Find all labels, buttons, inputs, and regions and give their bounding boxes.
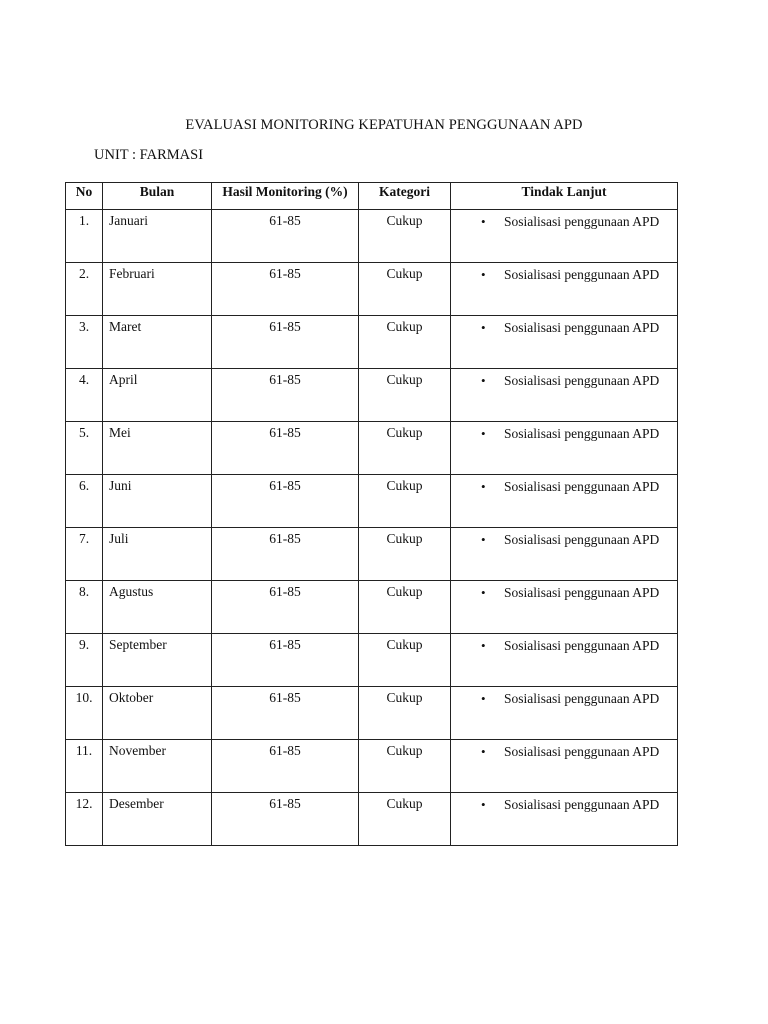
bullet-icon: • [481,267,486,282]
row-hasil-monitoring: 61-85 [212,793,359,846]
row-hasil-monitoring: 61-85 [212,210,359,263]
row-kategori: Cukup [359,316,451,369]
row-no: 10. [66,687,103,740]
row-kategori: Cukup [359,740,451,793]
row-tindak-lanjut [451,369,678,422]
row-tindak-lanjut [451,634,678,687]
bullet-icon: • [481,744,486,759]
row-bulan: Maret [103,316,212,369]
row-no: 4. [66,369,103,422]
row-kategori: Cukup [359,475,451,528]
row-no: 6. [66,475,103,528]
table-row [66,634,678,687]
row-bulan: November [103,740,212,793]
bullet-icon: • [481,214,486,229]
row-no: 8. [66,581,103,634]
tindak-lanjut-text: Sosialisasi penggunaan APD [504,320,660,335]
tindak-lanjut-text: Sosialisasi penggunaan APD [504,479,660,494]
row-tindak-lanjut [451,740,678,793]
row-no: 3. [66,316,103,369]
row-hasil-monitoring: 61-85 [212,475,359,528]
table-row [66,528,678,581]
bullet-icon: • [481,797,486,812]
tindak-lanjut-text: Sosialisasi penggunaan APD [504,797,660,812]
row-hasil-monitoring: 61-85 [212,687,359,740]
row-no: 1. [66,210,103,263]
row-kategori: Cukup [359,369,451,422]
table-row [66,475,678,528]
row-hasil-monitoring: 61-85 [212,634,359,687]
row-no: 2. [66,263,103,316]
row-bulan: Juli [103,528,212,581]
row-bulan: Mei [103,422,212,475]
tindak-lanjut-text: Sosialisasi penggunaan APD [504,532,660,547]
row-bulan: Februari [103,263,212,316]
row-bulan: Agustus [103,581,212,634]
tindak-lanjut-text: Sosialisasi penggunaan APD [504,426,660,441]
bullet-icon: • [481,320,486,335]
row-bulan: Oktober [103,687,212,740]
tindak-lanjut-text: Sosialisasi penggunaan APD [504,744,660,759]
row-bulan: April [103,369,212,422]
bullet-icon: • [481,426,486,441]
monitoring-table [65,182,678,846]
table-row [66,263,678,316]
row-tindak-lanjut [451,263,678,316]
row-tindak-lanjut [451,581,678,634]
tindak-lanjut-text: Sosialisasi penggunaan APD [504,585,660,600]
header-kategori: Kategori [359,183,451,210]
row-kategori: Cukup [359,634,451,687]
table-row [66,581,678,634]
bullet-icon: • [481,691,486,706]
header-no: No [66,183,103,210]
row-tindak-lanjut [451,316,678,369]
header-tindak-lanjut: Tindak Lanjut [451,183,678,210]
tindak-lanjut-text: Sosialisasi penggunaan APD [504,691,660,706]
row-tindak-lanjut [451,422,678,475]
row-bulan: September [103,634,212,687]
header-hasil-monitoring: Hasil Monitoring (%) [212,183,359,210]
row-kategori: Cukup [359,422,451,475]
row-tindak-lanjut [451,528,678,581]
table-row [66,210,678,263]
table-row [66,793,678,846]
unit-label: UNIT : FARMASI [94,147,204,163]
row-hasil-monitoring: 61-85 [212,263,359,316]
bullet-icon: • [481,585,486,600]
bullet-icon: • [481,373,486,388]
row-kategori: Cukup [359,687,451,740]
row-tindak-lanjut [451,475,678,528]
tindak-lanjut-text: Sosialisasi penggunaan APD [504,638,660,653]
row-no: 5. [66,422,103,475]
row-kategori: Cukup [359,210,451,263]
bullet-icon: • [481,479,486,494]
table-row [66,369,678,422]
tindak-lanjut-text: Sosialisasi penggunaan APD [504,214,660,229]
row-hasil-monitoring: 61-85 [212,528,359,581]
table-body [66,210,678,846]
row-hasil-monitoring: 61-85 [212,581,359,634]
table-row [66,422,678,475]
row-bulan: Juni [103,475,212,528]
table-row [66,740,678,793]
table-row [66,316,678,369]
row-hasil-monitoring: 61-85 [212,740,359,793]
table-header-row [66,183,678,210]
row-bulan: Desember [103,793,212,846]
row-kategori: Cukup [359,793,451,846]
tindak-lanjut-text: Sosialisasi penggunaan APD [504,267,660,282]
row-no: 7. [66,528,103,581]
row-kategori: Cukup [359,263,451,316]
row-kategori: Cukup [359,528,451,581]
row-tindak-lanjut [451,687,678,740]
row-tindak-lanjut [451,793,678,846]
table-row [66,687,678,740]
row-hasil-monitoring: 61-85 [212,369,359,422]
bullet-icon: • [481,638,486,653]
row-bulan: Januari [103,210,212,263]
tindak-lanjut-text: Sosialisasi penggunaan APD [504,373,660,388]
row-no: 11. [66,740,103,793]
header-bulan: Bulan [103,183,212,210]
row-no: 12. [66,793,103,846]
document-title: EVALUASI MONITORING KEPATUHAN PENGGUNAAN APD [185,117,583,133]
bullet-icon: • [481,532,486,547]
row-kategori: Cukup [359,581,451,634]
row-hasil-monitoring: 61-85 [212,422,359,475]
row-hasil-monitoring: 61-85 [212,316,359,369]
row-tindak-lanjut [451,210,678,263]
row-no: 9. [66,634,103,687]
